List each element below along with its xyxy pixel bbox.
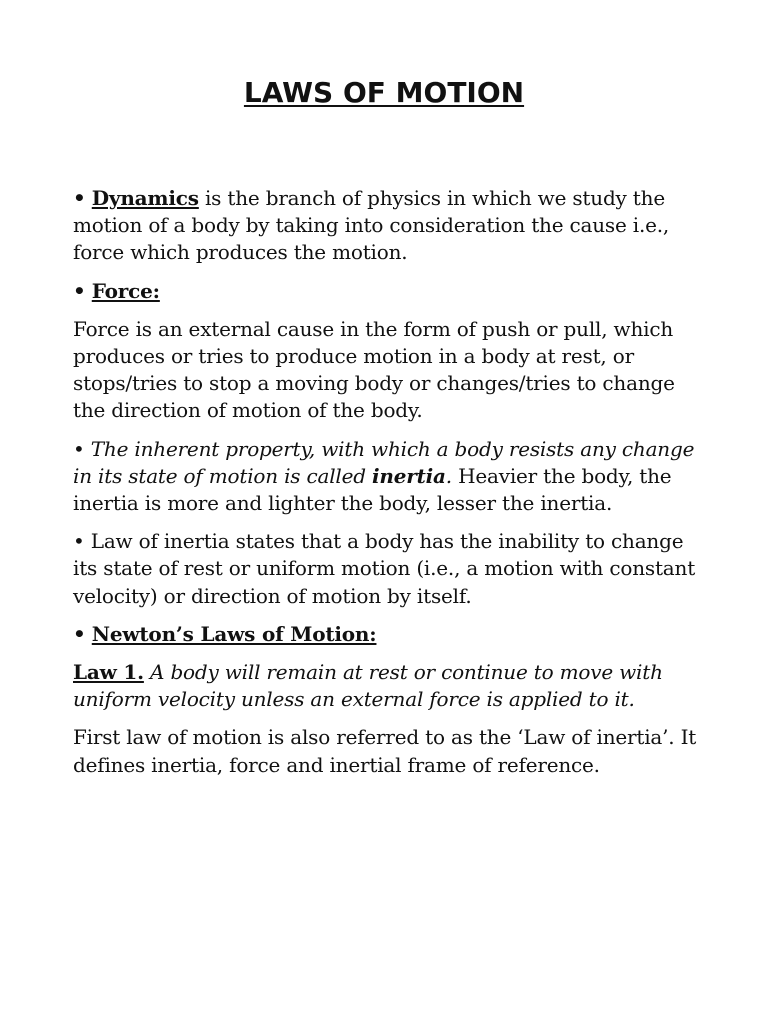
term-newtons-laws: Newton’s Laws of Motion: <box>91 621 377 646</box>
paragraph-law-of-inertia: • Law of inertia states that a body has the inability to change its state of rest or uniform motion (i.e., a motion with constant velocity) or direction of motion by itself. <box>73 529 696 608</box>
paragraph-law-1 <box>73 659 713 713</box>
term-inertia: inertia <box>372 463 446 488</box>
bullet: • <box>73 186 86 210</box>
heading-newtons-laws <box>73 621 713 648</box>
inertia-italic-text: The inherent property, with which a body resists any change in its state of motion is called <box>73 436 695 488</box>
bullet: • <box>73 621 86 646</box>
paragraph-inertia-property <box>73 436 713 518</box>
paragraph-force-definition: Force is an external cause in the form of push or pull, which produces or tries to produce motion in a body at rest, or stops/tries to stop a moving body or changes/tries to change the direction of motion of the body. <box>73 316 675 423</box>
inertia-heavier-text: Heavier the body, the inertia is more and lighter the body, lesser the inertia. <box>73 463 672 516</box>
paragraph-dynamics <box>73 185 713 267</box>
bullet: • <box>73 436 85 461</box>
inertia-period: . <box>445 463 452 488</box>
page-title <box>0 76 768 110</box>
title-text: LAWS OF MOTION <box>243 76 525 109</box>
term-force: Force: <box>91 278 160 303</box>
bullet: • <box>73 278 86 303</box>
paragraph-first-law-note: First law of motion is also referred to as the ‘Law of inertia’. It defines inertia, force and inertial frame of reference. <box>73 725 697 777</box>
dynamics-definition: is the branch of physics in which we study the motion of a body by taking into consideration the cause i.e., force which produces the motion. <box>73 186 670 265</box>
document-body <box>73 185 713 790</box>
law-1-label: Law 1. <box>73 660 144 685</box>
heading-force <box>73 278 713 305</box>
law-1-statement: A body will remain at rest or continue to move with uniform velocity unless an external force is applied to it. <box>73 660 663 712</box>
term-dynamics: Dynamics <box>91 186 199 210</box>
